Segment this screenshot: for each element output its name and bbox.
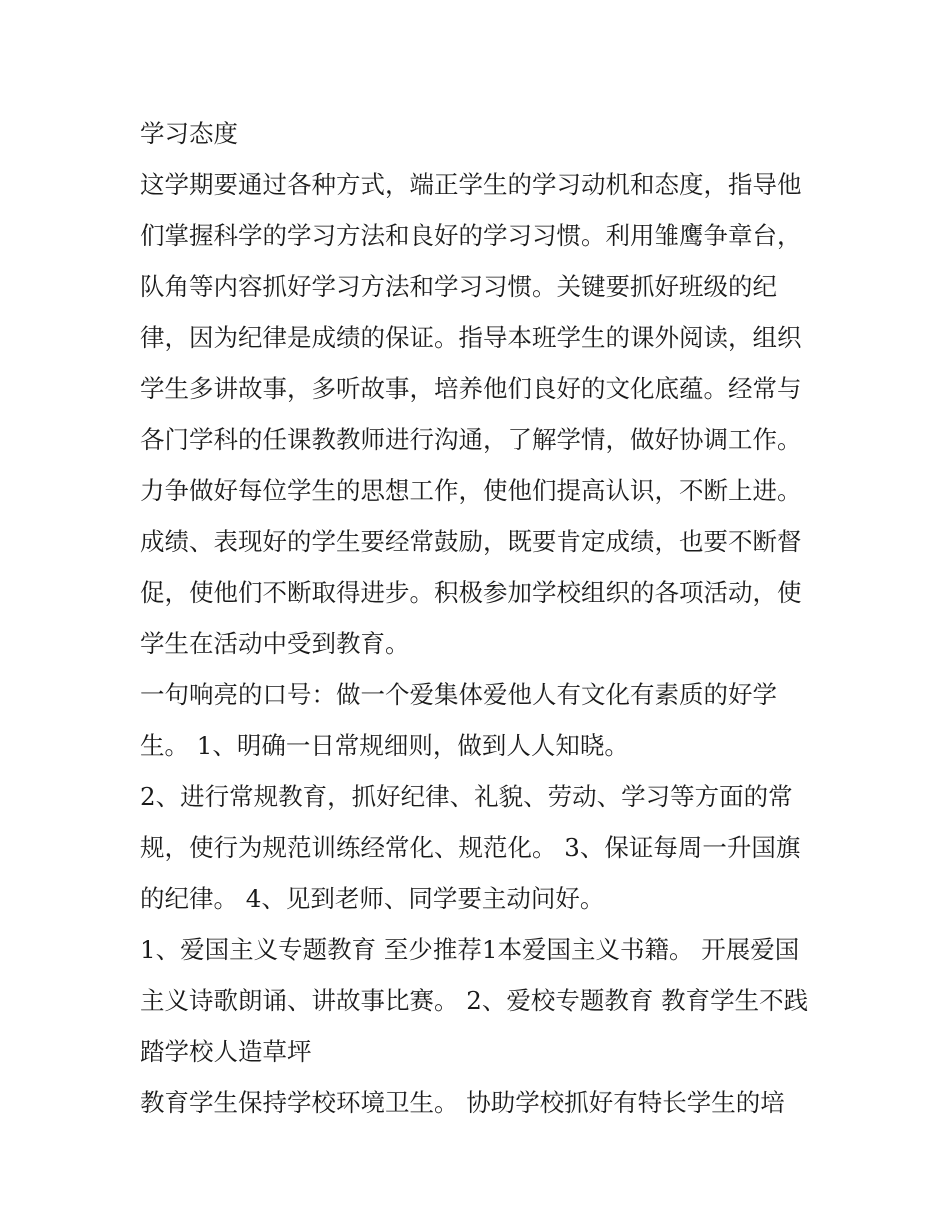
text-line: 1、爱国主义专题教育 至少推荐1本爱国主义书籍。 开展爱国 [140, 935, 800, 964]
paragraph-attitude [140, 159, 820, 669]
text-line: 主义诗歌朗诵、讲故事比赛。 2、爱校专题教育 教育学生不践 [140, 986, 809, 1015]
text-line: 规，使行为规范训练经常化、规范化。 3、保证每周一升国旗 [140, 833, 801, 862]
section-heading [140, 108, 820, 159]
text-line: 各门学科的任课教教师进行沟通，了解学情，做好协调工作。 [140, 425, 802, 454]
text-line: 们掌握科学的学习方法和良好的学习习惯。利用雏鹰争章台， [140, 221, 802, 250]
paragraph-routine [140, 771, 820, 924]
text-line: 成绩、表现好的学生要经常鼓励，既要肯定成绩，也要不断督 [140, 527, 802, 556]
text-line: 队角等内容抓好学习方法和学习习惯。关键要抓好班级的纪 [140, 272, 777, 301]
paragraph-environment [140, 1077, 820, 1128]
text-line: 这学期要通过各种方式，端正学生的学习动机和态度，指导他 [140, 170, 802, 199]
text-line: 的纪律。 4、见到老师、同学要主动问好。 [140, 884, 605, 913]
text-line: 律，因为纪律是成绩的保证。指导本班学生的课外阅读，组织 [140, 323, 802, 352]
heading-text: 学习态度 [140, 119, 238, 148]
text-line: 2、进行常规教育，抓好纪律、礼貌、劳动、学习等方面的常 [140, 782, 793, 811]
text-line: 一句响亮的口号：做一个爱集体爱他人有文化有素质的好学 [140, 680, 777, 709]
paragraph-slogan [140, 669, 820, 771]
text-line: 教育学生保持学校环境卫生。 协助学校抓好有特长学生的培 [140, 1088, 785, 1117]
text-line: 力争做好每位学生的思想工作，使他们提高认识，不断上进。 [140, 476, 802, 505]
text-line: 生。 1、明确一日常规细则，做到人人知晓。 [140, 731, 629, 760]
document-body [140, 108, 820, 1128]
text-line: 踏学校人造草坪 [140, 1037, 312, 1066]
text-line: 促，使他们不断取得进步。积极参加学校组织的各项活动，使 [140, 578, 802, 607]
paragraph-patriotism [140, 924, 820, 1077]
text-line: 学生多讲故事，多听故事，培养他们良好的文化底蕴。经常与 [140, 374, 802, 403]
text-line: 学生在活动中受到教育。 [140, 629, 410, 658]
